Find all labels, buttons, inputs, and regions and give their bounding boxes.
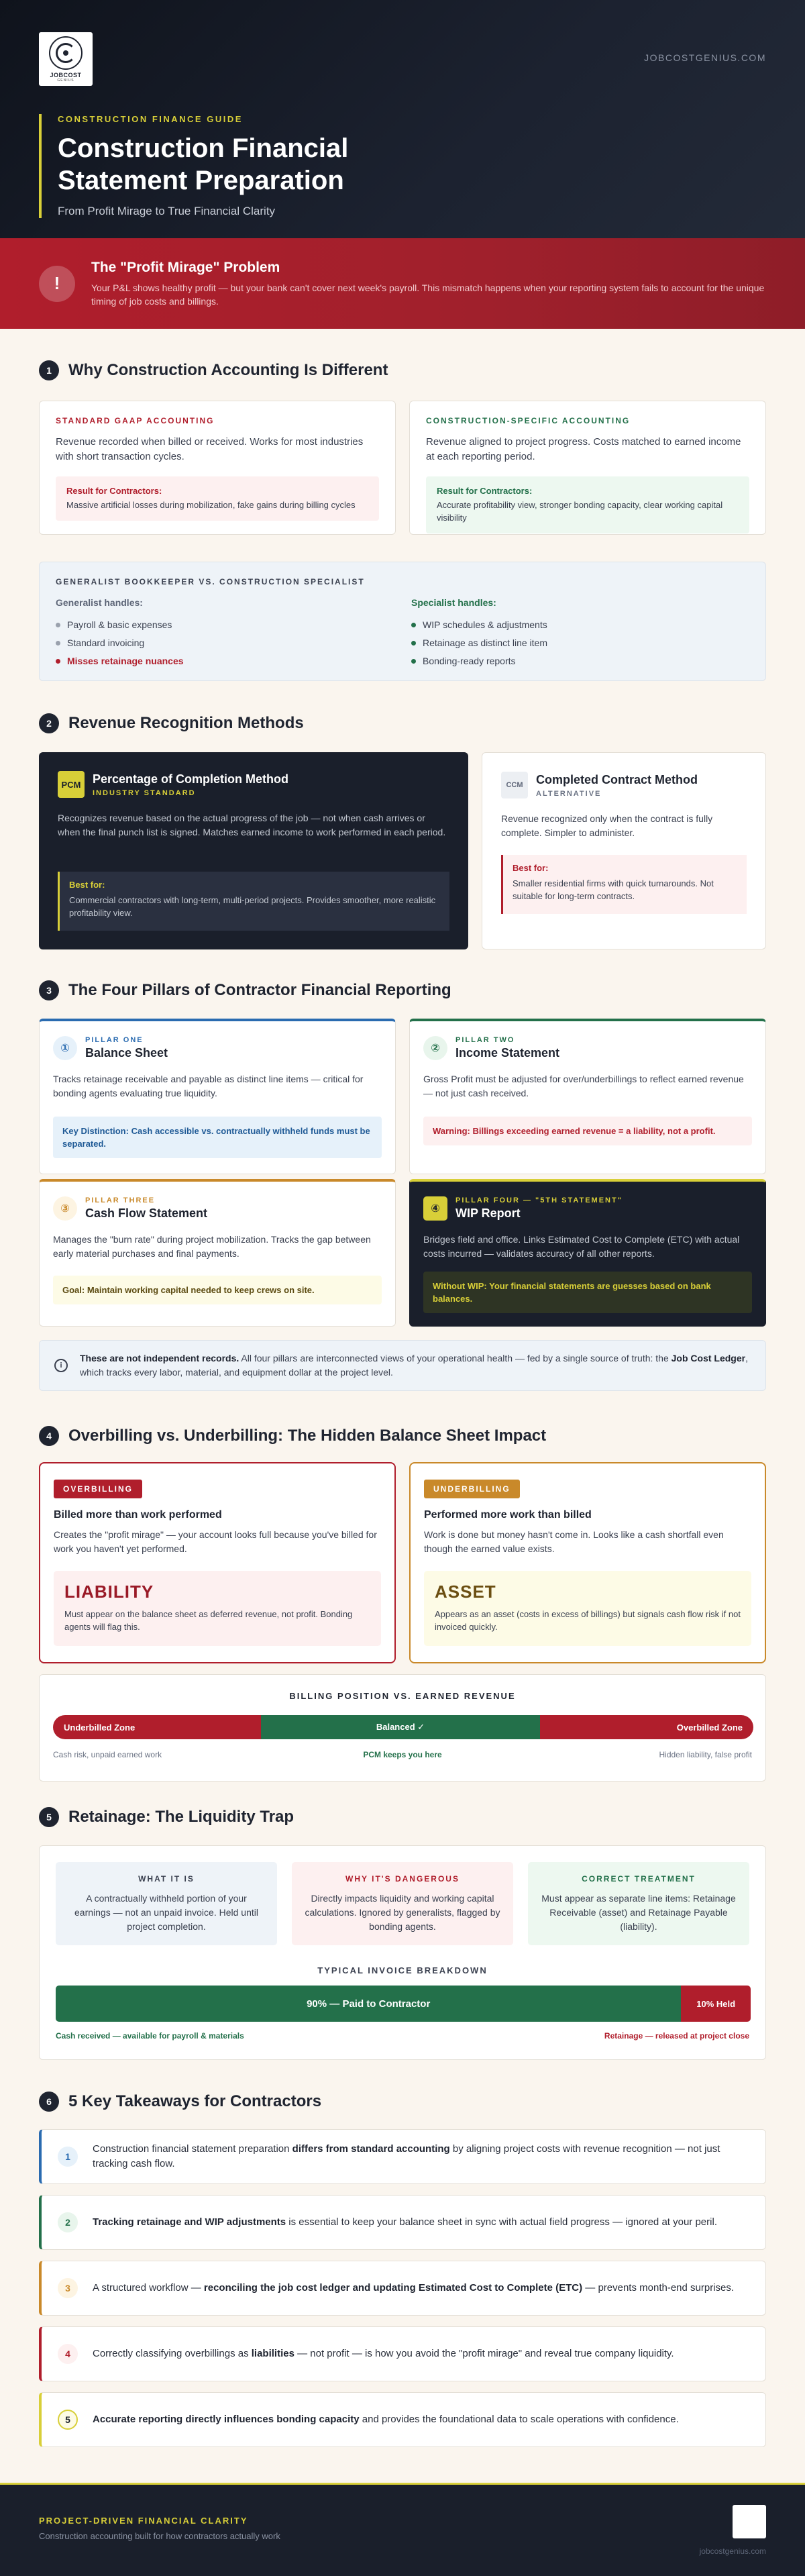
bullet-icon [56, 659, 60, 664]
footer-subtitle: Construction accounting built for how contractors actually work [39, 2531, 280, 2541]
hero-eyebrow: CONSTRUCTION FINANCE GUIDE [58, 114, 243, 124]
section-title: Overbilling vs. Underbilling: The Hidden Balance Sheet Impact [68, 1427, 547, 1445]
underbilling-heading: Performed more work than billed [424, 1509, 592, 1521]
ccm-subtitle: ALTERNATIVE [536, 789, 602, 798]
retainage-why-dangerous [292, 1862, 513, 1945]
pillar-title: Income Statement [455, 1046, 560, 1060]
ccm-best-for-text: Smaller residential firms with quick turnarounds. Not suitable for long-term contracts. [513, 878, 714, 901]
gaap-text: Revenue recorded when billed or received. Works for most industries with short transaction cycles. [56, 436, 364, 462]
generalist-label: Generalist handles: [56, 597, 143, 608]
pcm-badge: PCM [58, 771, 85, 798]
section-number: 6 [39, 2092, 59, 2112]
section-retainage [39, 1807, 766, 2075]
takeaway-item [39, 2261, 766, 2316]
takeaway-number: 5 [58, 2410, 78, 2430]
pillar-callout: Key Distinction: Cash accessible vs. contractually withheld funds must be separated. [53, 1117, 382, 1158]
pcm-best-for-box [58, 872, 449, 931]
takeaway-text: Tracking retainage and WIP adjustments is essential to keep your balance sheet in sync with actual field progress — ignored at your peril. [93, 2216, 717, 2228]
pillar-title: Balance Sheet [85, 1046, 168, 1060]
pcm-card [39, 752, 468, 949]
pillar-callout: Goal: Maintain working capital needed to keep crews on site. [53, 1276, 382, 1304]
construction-result-label: Result for Contractors: [437, 486, 533, 496]
section-title: Why Construction Accounting Is Different [68, 361, 388, 379]
takeaway-number: 4 [58, 2344, 78, 2364]
overbilling-liability-box [54, 1571, 381, 1646]
logo-text: JOBCOST [50, 71, 82, 79]
column-title: WHAT IT IS [138, 1874, 195, 1884]
paid-caption: Cash received — available for payroll & materials [56, 2031, 244, 2041]
pillar-eyebrow: PILLAR ONE [85, 1036, 144, 1044]
pillar-one-icon: ① [53, 1036, 77, 1060]
ccm-title: Completed Contract Method [536, 772, 698, 786]
generalist-list [56, 616, 411, 670]
pcm-subtitle: INDUSTRY STANDARD [93, 788, 196, 797]
pillar-eyebrow: PILLAR TWO [455, 1036, 515, 1044]
logo-subtext: GENIUS [57, 78, 74, 83]
takeaway-number: 2 [58, 2212, 78, 2232]
liability-title: LIABILITY [64, 1582, 154, 1602]
billing-position-title: BILLING POSITION VS. EARNED REVENUE [289, 1691, 516, 1701]
underbilling-asset-box [424, 1571, 751, 1646]
invoice-breakdown-bar [56, 1986, 751, 2022]
pillar-cash-flow [39, 1179, 396, 1327]
billing-position-bar [53, 1715, 753, 1739]
column-text: A contractually withheld portion of your earnings — not an unpaid invoice. Held until project completion. [74, 1893, 258, 1932]
takeaways-list [39, 2129, 766, 2458]
pillar-four-icon: ④ [423, 1196, 447, 1221]
pillar-text: Gross Profit must be adjusted for over/underbillings to reflect earned revenue — not just cash received. [423, 1074, 744, 1098]
takeaway-item [39, 2326, 766, 2381]
construction-card [409, 401, 766, 535]
takeaway-text: A structured workflow — reconciling the job cost ledger and updating Estimated Cost to Complete (ETC) — prevents month-end surprises. [93, 2282, 735, 2294]
list-item: Standard invoicing [56, 634, 411, 652]
pillars-note-text: These are not independent records. All four pillars are interconnected views of your operational health — fed by a single source of truth: the Job Cost Ledger, which tracks every labor, material, and equipment dollar at the project level. [80, 1353, 748, 1378]
list-item: Payroll & basic expenses [56, 616, 411, 634]
list-item: Retainage as distinct line item [411, 634, 747, 652]
profit-mirage-alert [0, 238, 805, 329]
construction-text: Revenue aligned to project progress. Costs matched to earned income at each reporting period. [426, 436, 741, 462]
balanced-caption: PCM keeps you here [363, 1750, 442, 1759]
section-revenue-recognition [39, 713, 766, 955]
specialist-list [411, 616, 747, 670]
pillar-income-statement [409, 1019, 766, 1174]
takeaway-item [39, 2129, 766, 2184]
list-item: Misses retainage nuances [56, 652, 411, 670]
takeaway-text: Accurate reporting directly influences bonding capacity and provides the foundational data to scale operations with confidence. [93, 2414, 679, 2425]
pillar-text: Tracks retainage receivable and payable as distinct line items — critical for bonding agents evaluating true liquidity. [53, 1074, 364, 1098]
takeaway-number: 3 [58, 2278, 78, 2298]
ccm-best-for-label: Best for: [513, 863, 549, 873]
takeaway-item [39, 2195, 766, 2250]
gaap-result-label: Result for Contractors: [66, 486, 162, 496]
column-title: WHY IT'S DANGEROUS [345, 1874, 460, 1884]
footer [0, 2483, 805, 2576]
invoice-breakdown-title: TYPICAL INVOICE BREAKDOWN [317, 1965, 488, 1975]
list-item: Bonding-ready reports [411, 652, 747, 670]
logo[interactable] [39, 32, 93, 86]
page-title: Construction Financial Statement Preparation [58, 134, 349, 195]
site-url[interactable]: JOBCOSTGENIUS.COM [644, 52, 766, 63]
retainage-what-it-is [56, 1862, 277, 1945]
section-number: 3 [39, 980, 59, 1000]
takeaway-number: 1 [58, 2147, 78, 2167]
takeaway-text: Correctly classifying overbillings as liabilities — not profit — is how you avoid the "profit mirage" and reveal true company liquidity. [93, 2348, 674, 2359]
retainage-card [39, 1845, 766, 2060]
bullet-icon [411, 659, 416, 664]
section-takeaways [39, 2092, 766, 2467]
ccm-badge: CCM [501, 772, 528, 798]
construction-result-box [426, 476, 749, 533]
bullet-icon [56, 641, 60, 646]
pcm-best-for-text: Commercial contractors with long-term, multi-period projects. Provides smoother, more realistic profitability view. [69, 895, 436, 918]
asset-text: Appears as an asset (costs in excess of billings) but signals cash flow risk if not invoiced quickly. [435, 1609, 741, 1632]
section-over-under-billing [39, 1426, 766, 1788]
billing-position-card [39, 1674, 766, 1782]
section-number: 4 [39, 1426, 59, 1446]
ccm-text: Revenue recognized only when the contract is fully complete. Simpler to administer. [501, 813, 713, 838]
gaap-card [39, 401, 396, 535]
footer-url[interactable]: jobcostgenius.com [699, 2546, 766, 2556]
pillars-note [39, 1340, 766, 1391]
overbilling-heading: Billed more than work performed [54, 1509, 222, 1521]
alert-title: The "Profit Mirage" Problem [91, 259, 280, 275]
specialist-eyebrow: GENERALIST BOOKKEEPER VS. CONSTRUCTION SPECIALIST [56, 577, 365, 586]
underbilling-card [409, 1462, 766, 1663]
page-subtitle: From Profit Mirage to True Financial Clarity [58, 205, 276, 217]
info-icon: i [54, 1359, 68, 1372]
hero-title-block [39, 114, 766, 218]
section-four-pillars [39, 980, 766, 1396]
balanced-zone: Balanced ✓ [261, 1715, 540, 1739]
gaap-result-box [56, 476, 379, 521]
held-caption: Retainage — released at project close [604, 2031, 749, 2041]
underbilled-zone: Underbilled Zone [53, 1715, 261, 1739]
underbilled-caption: Cash risk, unpaid earned work [53, 1750, 162, 1759]
construction-result-text: Accurate profitability view, stronger bonding capacity, clear working capital visibility [437, 500, 723, 523]
specialist-label: Specialist handles: [411, 597, 496, 608]
footer-logo[interactable] [733, 2505, 766, 2538]
list-item: WIP schedules & adjustments [411, 616, 747, 634]
section-why-different [39, 360, 766, 682]
held-segment: 10% Held [681, 1986, 751, 2022]
overbilling-label: OVERBILLING [54, 1480, 142, 1498]
section-number: 5 [39, 1807, 59, 1827]
footer-title: PROJECT-DRIVEN FINANCIAL CLARITY [39, 2516, 248, 2526]
section-title: Revenue Recognition Methods [68, 714, 304, 732]
overbilled-zone: Overbilled Zone [540, 1715, 753, 1739]
pillar-two-icon: ② [423, 1036, 447, 1060]
section-number: 2 [39, 713, 59, 733]
construction-eyebrow: CONSTRUCTION-SPECIFIC ACCOUNTING [426, 416, 631, 425]
gaap-result-text: Massive artificial losses during mobilization, fake gains during billing cycles [66, 500, 356, 510]
pillar-callout: Warning: Billings exceeding earned revenue = a liability, not a profit. [423, 1117, 752, 1145]
pillar-callout: Without WIP: Your financial statements are guesses based on bank balances. [423, 1272, 752, 1313]
takeaway-item [39, 2392, 766, 2447]
logo-mark-icon [49, 36, 83, 70]
column-text: Directly impacts liquidity and working capital calculations. Ignored by generalists, flagged by bonding agents. [305, 1893, 500, 1932]
pillar-three-icon: ③ [53, 1196, 77, 1221]
pcm-best-for-label: Best for: [69, 880, 105, 890]
column-title: CORRECT TREATMENT [582, 1874, 696, 1884]
overbilling-card [39, 1462, 396, 1663]
underbilling-text: Work is done but money hasn't come in. Looks like a cash shortfall even though the earned value exists. [424, 1529, 724, 1554]
bullet-icon [411, 623, 416, 627]
paid-segment: 90% — Paid to Contractor [56, 1986, 681, 2022]
pillar-text: Manages the "burn rate" during project mobilization. Tracks the gap between early material purchases and final payments. [53, 1234, 371, 1259]
pcm-title: Percentage of Completion Method [93, 772, 289, 786]
overbilled-caption: Hidden liability, false profit [659, 1750, 752, 1759]
section-title: 5 Key Takeaways for Contractors [68, 2092, 322, 2110]
alert-icon: ! [39, 266, 75, 302]
gaap-eyebrow: STANDARD GAAP ACCOUNTING [56, 416, 215, 425]
pillar-title: Cash Flow Statement [85, 1206, 208, 1220]
pillar-balance-sheet [39, 1019, 396, 1174]
takeaway-text: Construction financial statement preparation differs from standard accounting by aligning project costs with revenue recognition — not just tracking cash flow. [93, 2143, 720, 2169]
pillar-text: Bridges field and office. Links Estimated Cost to Complete (ETC) with actual costs incurred — validates accuracy of all other reports. [423, 1234, 740, 1259]
section-title: The Four Pillars of Contractor Financial Reporting [68, 981, 451, 999]
pillar-wip-report [409, 1179, 766, 1327]
pillar-eyebrow: PILLAR FOUR — "5TH STATEMENT" [455, 1196, 623, 1204]
retainage-correct-treatment [528, 1862, 749, 1945]
section-number: 1 [39, 360, 59, 380]
pcm-text: Recognizes revenue based on the actual progress of the job — not when cash arrives or when the final punch list is signed. Matches earned income to work performed in each period. [58, 813, 446, 837]
bullet-icon [56, 623, 60, 627]
section-title: Retainage: The Liquidity Trap [68, 1808, 294, 1826]
ccm-best-for-box [501, 855, 747, 914]
asset-title: ASSET [435, 1582, 496, 1602]
alert-text: Your P&L shows healthy profit — but your bank can't cover next week's payroll. This mismatch happens when your reporting system fails to account for the unique timing of job costs and billings. [91, 282, 765, 307]
pillar-eyebrow: PILLAR THREE [85, 1196, 156, 1204]
hero [0, 0, 805, 238]
specialist-comparison [39, 562, 766, 681]
pillar-title: WIP Report [455, 1206, 521, 1220]
column-text: Must appear as separate line items: Retainage Receivable (asset) and Retainage Payable (liability). [541, 1893, 736, 1932]
ccm-card [482, 752, 766, 949]
underbilling-label: UNDERBILLING [424, 1480, 520, 1498]
bullet-icon [411, 641, 416, 646]
overbilling-text: Creates the "profit mirage" — your account looks full because you've billed for work you haven't yet performed. [54, 1529, 377, 1554]
liability-text: Must appear on the balance sheet as deferred revenue, not profit. Bonding agents will flag this. [64, 1609, 353, 1632]
